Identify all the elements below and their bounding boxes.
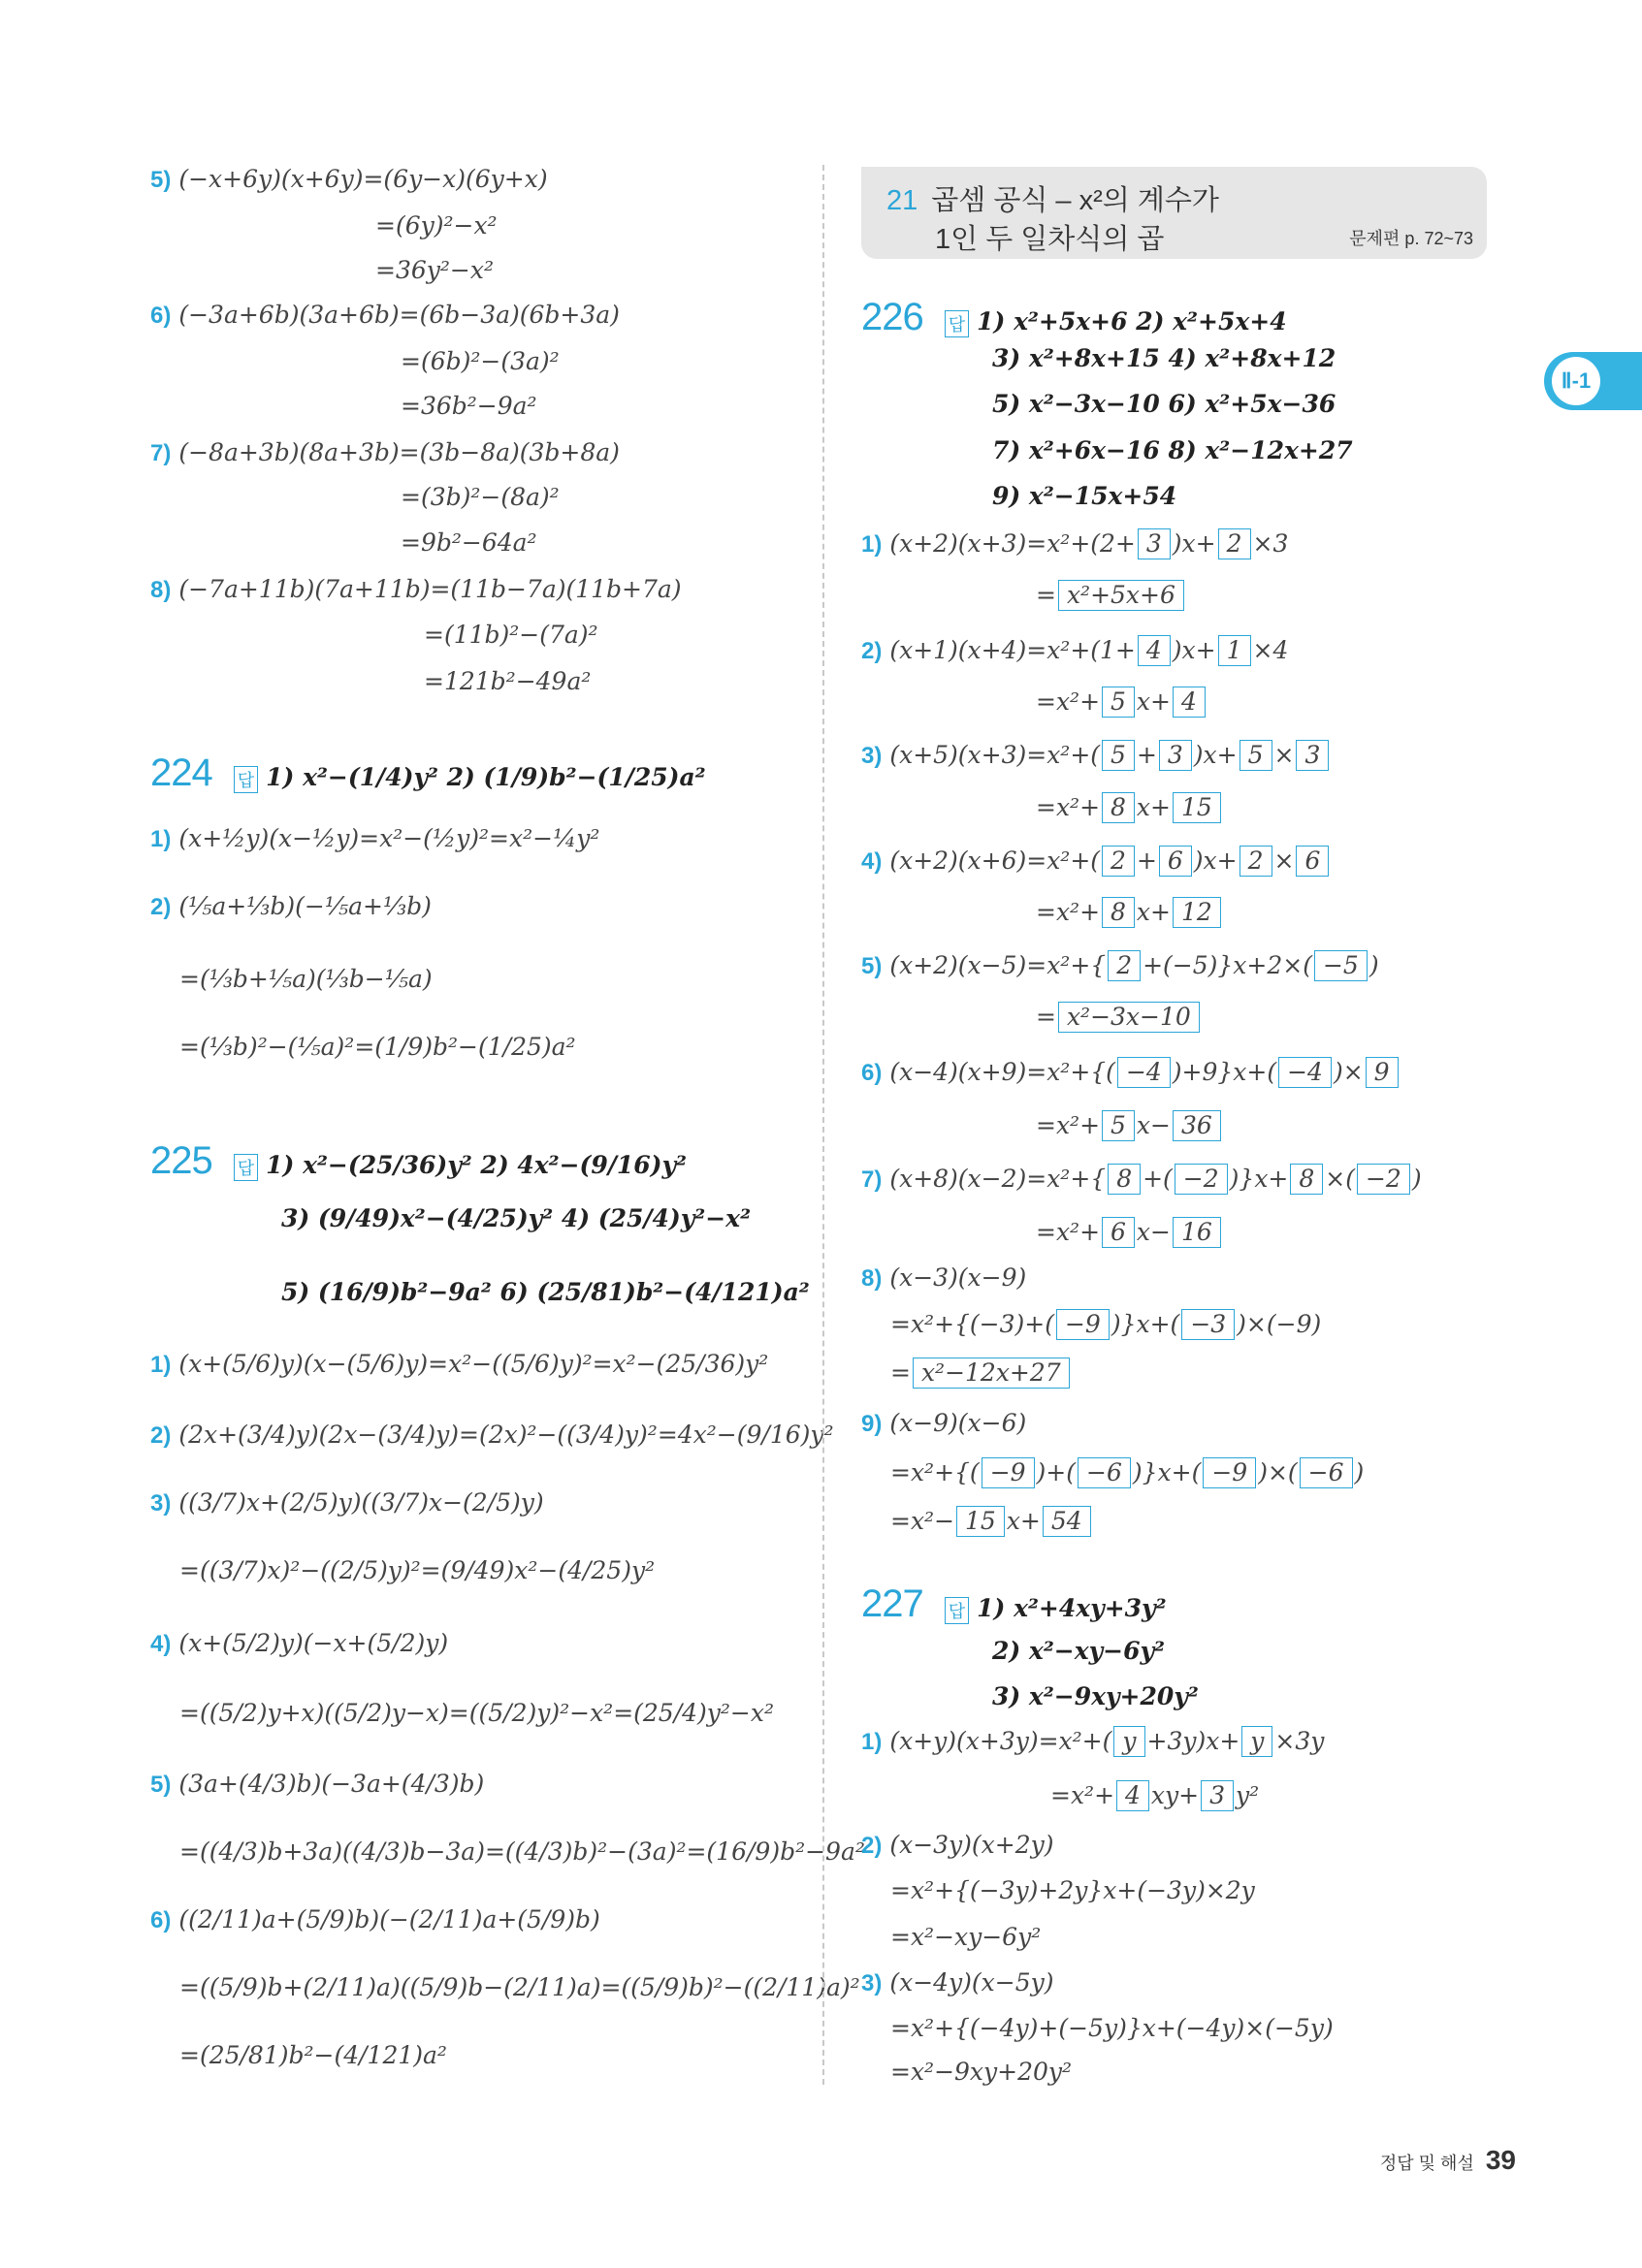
expression-text: =36b²−9a² (401, 392, 537, 420)
solution-line (861, 1057, 1401, 1088)
expression-text: =(25/81)b²−(4/121)a² (179, 2041, 447, 2069)
answer-line: 7) x²+6x−16 8) x²−12x+27 (992, 436, 1353, 464)
expression-text: (−3a+6b)(3a+6b)=(6b−3a)(6b+3a) (178, 301, 620, 329)
expression-text: =((4/3)b+3a)((4/3)b−3a)=((4/3)b)²−(3a)²=(16/9)b²−9a² (179, 1837, 865, 1866)
answer-box: y (1241, 1726, 1272, 1757)
solution-line (1036, 1002, 1202, 1033)
answer-box: 54 (1043, 1506, 1091, 1537)
step-number: 7) (150, 440, 172, 466)
solution-line (861, 1409, 1026, 1438)
solution-line (150, 1629, 448, 1658)
answer-box: 8 (1290, 1164, 1323, 1195)
answer-box: 5 (1102, 687, 1135, 718)
answer-box: 3 (1159, 740, 1192, 771)
answer-box: 3 (1138, 528, 1171, 559)
problem-number: 227 (861, 1582, 923, 1625)
step-number: 1) (150, 1352, 172, 1378)
expression-text: = (1036, 1003, 1056, 1031)
expression-text: (x+(5/2)y)(−x+(5/2)y) (178, 1629, 449, 1657)
expression-text: =x²−xy−6y² (890, 1923, 1042, 1951)
solution-line (179, 1033, 576, 1061)
answer-box: −9 (982, 1457, 1035, 1488)
problem-number: 226 (861, 296, 923, 338)
answer-box: −3 (1181, 1309, 1235, 1340)
expression-text: =9b²−64a² (401, 528, 537, 557)
answer-box: 4 (1138, 635, 1171, 666)
solution-line (890, 1309, 1321, 1340)
solution-line (1036, 1110, 1223, 1141)
answer-box: −4 (1278, 1057, 1332, 1088)
solution-line (179, 1837, 865, 1866)
problem-226-header (861, 296, 1287, 339)
solution-line (150, 575, 682, 604)
solution-line (861, 528, 1288, 559)
expression-text: x− (1136, 1218, 1171, 1246)
problem-227-header (861, 1582, 1167, 1626)
column-divider (822, 165, 824, 2085)
step-number: 2) (861, 638, 883, 664)
expression-text: )×( (1258, 1458, 1298, 1486)
problem-number: 225 (150, 1139, 212, 1182)
step-number: 5) (150, 1772, 172, 1798)
expression-text: (x+8)(x−2)=x²+{ (889, 1165, 1107, 1193)
solution-line (1036, 792, 1223, 823)
answer-box: x²−12x+27 (913, 1358, 1070, 1389)
expression-text: (⅕a+⅓b)(−⅕a+⅓b) (178, 892, 432, 920)
answer-text: 1) x²+4xy+3y² (977, 1594, 1167, 1622)
answer-box: −9 (1056, 1309, 1110, 1340)
solution-line (150, 1421, 834, 1450)
chapter-tab (1544, 352, 1642, 410)
solution-line (150, 824, 599, 853)
problem-224-header (150, 751, 706, 795)
expression-text: (x+2)(x+3)=x²+(2+ (889, 529, 1136, 558)
expression-text: × (1273, 741, 1295, 769)
solution-line (179, 1556, 655, 1584)
answer-box: −2 (1357, 1164, 1410, 1195)
solution-line (890, 1876, 1255, 1904)
solution-line (150, 1905, 600, 1934)
answer-box: 4 (1116, 1780, 1149, 1811)
answer-box: 5 (1102, 740, 1135, 771)
solution-line (150, 1350, 768, 1379)
step-number: 4) (150, 1631, 172, 1657)
step-number: 5) (150, 167, 172, 193)
answer-box: x²+5x+6 (1058, 580, 1184, 611)
solution-line (1036, 580, 1186, 611)
expression-text: )}x+ (1229, 1165, 1289, 1193)
problem-number: 224 (150, 751, 212, 794)
expression-text: (−x+6y)(x+6y)=(6y−x)(6y+x) (178, 165, 548, 193)
step-number: 8) (150, 577, 172, 603)
expression-text: x+ (1136, 793, 1171, 821)
solution-line (401, 347, 560, 375)
expression-text: =x²+{(−3y)+2y}x+(−3y)×2y (890, 1876, 1255, 1904)
expression-text: =(⅓b)²−(⅕a)²=(1/9)b²−(1/25)a² (179, 1033, 576, 1061)
answer-box: −5 (1314, 950, 1368, 981)
expression-text: =x²+ (1036, 687, 1101, 716)
step-number: 3) (150, 1490, 172, 1517)
answer-box: 16 (1173, 1217, 1221, 1248)
expression-text: =x²+{(−3)+( (890, 1310, 1054, 1338)
answer-label-badge: 답 (234, 1154, 258, 1181)
step-number: 2) (150, 894, 172, 920)
expression-text: =(⅓b+⅕a)(⅓b−⅕a) (179, 965, 433, 993)
expression-text: =x²+ (1036, 1111, 1101, 1139)
expression-text: ×4 (1252, 636, 1289, 664)
solution-line (179, 1699, 774, 1727)
expression-text: ×( (1325, 1165, 1355, 1193)
solution-line (861, 1726, 1324, 1757)
solution-line (179, 1973, 860, 2001)
solution-line (861, 846, 1331, 877)
answer-line: 3) (9/49)x²−(4/25)y² 4) (25/4)y²−x² (281, 1204, 752, 1232)
solution-line (424, 621, 598, 649)
expression-text: (x+2)(x+6)=x²+( (889, 847, 1101, 875)
answer-box: 8 (1102, 792, 1135, 823)
answer-box: 2 (1108, 950, 1141, 981)
solution-line (150, 438, 620, 467)
expression-text: =x²− (890, 1507, 955, 1535)
answer-box: 5 (1102, 1110, 1135, 1141)
answer-box: −6 (1078, 1457, 1131, 1488)
answer-box: 4 (1173, 687, 1206, 718)
answer-box: 2 (1240, 846, 1272, 877)
expression-text: + (1136, 847, 1157, 875)
answer-box: 1 (1218, 635, 1251, 666)
expression-text: (3a+(4/3)b)(−3a+(4/3)b) (178, 1770, 485, 1798)
expression-text: (x+2)(x−5)=x²+{ (889, 951, 1107, 979)
answer-box: 36 (1173, 1110, 1221, 1141)
expression-text: (−7a+11b)(7a+11b)=(11b−7a)(11b+7a) (178, 575, 682, 603)
solution-line (179, 965, 433, 993)
expression-text: (x−3y)(x+2y) (889, 1831, 1054, 1859)
solution-line (890, 1457, 1364, 1488)
section-page-ref: 문제편 p. 72~73 (1349, 229, 1473, 248)
solution-line (375, 211, 498, 240)
chapter-tab-label: Ⅱ-1 (1552, 357, 1600, 405)
step-number: 6) (150, 1907, 172, 1933)
solution-line (861, 740, 1331, 771)
answer-box: 8 (1102, 897, 1135, 928)
step-number: 5) (861, 953, 883, 979)
solution-line (861, 635, 1288, 666)
expression-text: x+ (1006, 1507, 1041, 1535)
step-number: 9) (861, 1411, 883, 1437)
solution-line (424, 667, 591, 695)
answer-box: 6 (1102, 1217, 1135, 1248)
expression-text: =((5/9)b+(2/11)a)((5/9)b−(2/11)a)=((5/9)b)²−((2/11)a)² (179, 1973, 860, 2001)
step-number: 2) (861, 1833, 883, 1859)
solution-line (890, 1358, 1072, 1389)
answer-box: 15 (1173, 792, 1221, 823)
solution-line (861, 950, 1379, 981)
solution-line (179, 2041, 447, 2069)
answer-box: 15 (956, 1506, 1005, 1537)
expression-text: ×3y (1274, 1727, 1325, 1755)
step-number: 1) (861, 531, 883, 558)
section-title-line1: 곱셈 공식 – x²의 계수가 (931, 185, 1219, 216)
solution-line (150, 1488, 544, 1517)
expression-text: (x+(5/6)y)(x−(5/6)y)=x²−((5/6)y)²=x²−(25/36)y² (178, 1350, 769, 1378)
expression-text: +( (1143, 1165, 1173, 1193)
expression-text: ((3/7)x+(2/5)y)((3/7)x−(2/5)y) (178, 1488, 544, 1517)
answer-label-badge: 답 (945, 1597, 969, 1624)
expression-text: (x+y)(x+3y)=x²+( (889, 1727, 1112, 1755)
solution-line (401, 528, 537, 557)
answer-box: −6 (1300, 1457, 1353, 1488)
answer-box: y (1113, 1726, 1144, 1757)
solution-line (1050, 1780, 1259, 1811)
answer-line: 3) x²−9xy+20y² (992, 1682, 1199, 1710)
expression-text: =36y²−x² (375, 256, 494, 284)
solution-line (890, 2058, 1072, 2086)
solution-line (1036, 1217, 1223, 1248)
expression-text: (2x+(3/4)y)(2x−(3/4)y)=(2x)²−((3/4)y)²=4x²−(9/16)y² (178, 1421, 834, 1449)
expression-text: x− (1136, 1111, 1171, 1139)
answer-box: −4 (1117, 1057, 1171, 1088)
expression-text: =((5/2)y+x)((5/2)y−x)=((5/2)y)²−x²=(25/4)y²−x² (179, 1699, 775, 1727)
solution-line (861, 1164, 1422, 1195)
section-title-line2: 1인 두 일차식의 곱 (935, 224, 1165, 255)
answer-box: 2 (1102, 846, 1135, 877)
step-number: 3) (861, 1970, 883, 1996)
expression-text: =x²+ (1050, 1781, 1115, 1809)
answer-box: −9 (1203, 1457, 1256, 1488)
solution-line (150, 301, 620, 330)
expression-text: =(6b)²−(3a)² (401, 347, 560, 375)
expression-text: )x+ (1172, 529, 1216, 558)
expression-text: =(11b)²−(7a)² (424, 621, 598, 649)
solution-line (890, 1506, 1093, 1537)
answer-box: 9 (1366, 1057, 1399, 1088)
expression-text: (x−4y)(x−5y) (889, 1968, 1054, 1996)
expression-text: = (890, 1358, 911, 1387)
expression-text: x+ (1136, 898, 1171, 926)
section-number: 21 (886, 185, 918, 216)
expression-text: =121b²−49a² (424, 667, 592, 695)
expression-text: =x²+ (1036, 1218, 1101, 1246)
page-footer (1380, 2145, 1516, 2176)
expression-text: (x+1)(x+4)=x²+(1+ (889, 636, 1136, 664)
expression-text: (x+½y)(x−½y)=x²−(½y)²=x²−¼y² (178, 824, 600, 852)
answer-box: 2 (1218, 528, 1251, 559)
expression-text: )x+ (1193, 741, 1238, 769)
answer-box: 6 (1296, 846, 1329, 877)
answer-box: x²−3x−10 (1058, 1002, 1200, 1033)
solution-line (861, 1968, 1054, 1997)
expression-text: × (1273, 847, 1295, 875)
expression-text: ) (1368, 951, 1379, 979)
step-number: 4) (861, 848, 883, 875)
answer-box: 12 (1173, 897, 1221, 928)
expression-text: )}x+( (1111, 1310, 1180, 1338)
answer-box: 5 (1240, 740, 1272, 771)
solution-line (890, 2014, 1334, 2042)
expression-text: xy+ (1150, 1781, 1200, 1809)
expression-text: =((3/7)x)²−((2/5)y)²=(9/49)x²−(4/25)y² (179, 1556, 656, 1584)
solution-line (1036, 897, 1223, 928)
section-header (861, 167, 1487, 259)
expression-text: =x²−9xy+20y² (890, 2058, 1073, 2086)
expression-text: y² (1236, 1781, 1260, 1809)
solution-line (375, 256, 494, 284)
expression-text: )x+ (1193, 847, 1238, 875)
solution-line (150, 892, 432, 921)
expression-text: =x²+{(−4y)+(−5y)}x+(−4y)×(−5y) (890, 2014, 1334, 2042)
answer-text: 1) x²−(25/36)y² 2) 4x²−(9/16)y² (266, 1151, 687, 1179)
answer-label-badge: 답 (945, 310, 969, 337)
answer-line: 9) x²−15x+54 (992, 482, 1177, 510)
answer-line: 2) x²−xy−6y² (992, 1637, 1165, 1665)
expression-text: +3y)x+ (1146, 1727, 1240, 1755)
answer-box: 3 (1296, 740, 1329, 771)
step-number: 7) (861, 1166, 883, 1193)
expression-text: ×3 (1252, 529, 1289, 558)
step-number: 8) (861, 1265, 883, 1292)
expression-text: (x−4)(x+9)=x²+{( (889, 1058, 1115, 1086)
solution-line (401, 392, 537, 420)
expression-text: =(3b)²−(8a)² (401, 483, 560, 511)
expression-text: (x−9)(x−6) (889, 1409, 1027, 1437)
answer-box: 8 (1108, 1164, 1141, 1195)
expression-text: )× (1333, 1058, 1364, 1086)
step-number: 1) (150, 826, 172, 852)
solution-line (861, 1263, 1026, 1293)
expression-text: +(−5)}x+2×( (1143, 951, 1312, 979)
step-number: 2) (150, 1422, 172, 1449)
expression-text: (−8a+3b)(8a+3b)=(3b−8a)(3b+8a) (178, 438, 620, 466)
expression-text: ) (1354, 1458, 1365, 1486)
answer-text: 1) x²−(1/4)y² 2) (1/9)b²−(1/25)a² (266, 763, 706, 791)
expression-text: x+ (1136, 687, 1171, 716)
page-number: 39 (1485, 2145, 1516, 2175)
answer-box: −2 (1175, 1164, 1228, 1195)
expression-text: =x²+ (1036, 793, 1101, 821)
answer-text: 1) x²+5x+6 2) x²+5x+4 (977, 307, 1287, 335)
answer-label-badge: 답 (234, 766, 258, 793)
problem-225-header (150, 1139, 687, 1183)
footer-label: 정답 및 해설 (1379, 2154, 1474, 2173)
expression-text: )×(−9) (1237, 1310, 1322, 1338)
expression-text: (x−3)(x−9) (889, 1263, 1027, 1292)
answer-line: 5) (16/9)b²−9a² 6) (25/81)b²−(4/121)a² (281, 1278, 810, 1306)
expression-text: =x²+{( (890, 1458, 980, 1486)
solution-line (150, 1770, 484, 1799)
expression-text: =x²+ (1036, 898, 1101, 926)
expression-text: )}x+( (1132, 1458, 1202, 1486)
expression-text: )+9}x+( (1172, 1058, 1277, 1086)
step-number: 3) (861, 743, 883, 769)
solution-line (1036, 687, 1207, 718)
step-number: 6) (861, 1060, 883, 1086)
expression-text: =(6y)²−x² (375, 211, 498, 240)
step-number: 1) (861, 1729, 883, 1755)
answer-box: 6 (1159, 846, 1192, 877)
answer-box: 3 (1201, 1780, 1234, 1811)
solution-line (401, 483, 560, 511)
solution-line (150, 165, 548, 194)
solution-line (861, 1831, 1054, 1860)
solution-line (890, 1923, 1041, 1951)
expression-text: ) (1411, 1165, 1422, 1193)
expression-text: = (1036, 581, 1056, 609)
expression-text: )+( (1036, 1458, 1077, 1486)
expression-text: )x+ (1172, 636, 1216, 664)
expression-text: + (1136, 741, 1157, 769)
expression-text: ((2/11)a+(5/9)b)(−(2/11)a+(5/9)b) (178, 1905, 600, 1933)
answer-line: 5) x²−3x−10 6) x²+5x−36 (992, 390, 1336, 418)
answer-line: 3) x²+8x+15 4) x²+8x+12 (992, 344, 1336, 372)
expression-text: (x+5)(x+3)=x²+( (889, 741, 1101, 769)
step-number: 6) (150, 303, 172, 329)
